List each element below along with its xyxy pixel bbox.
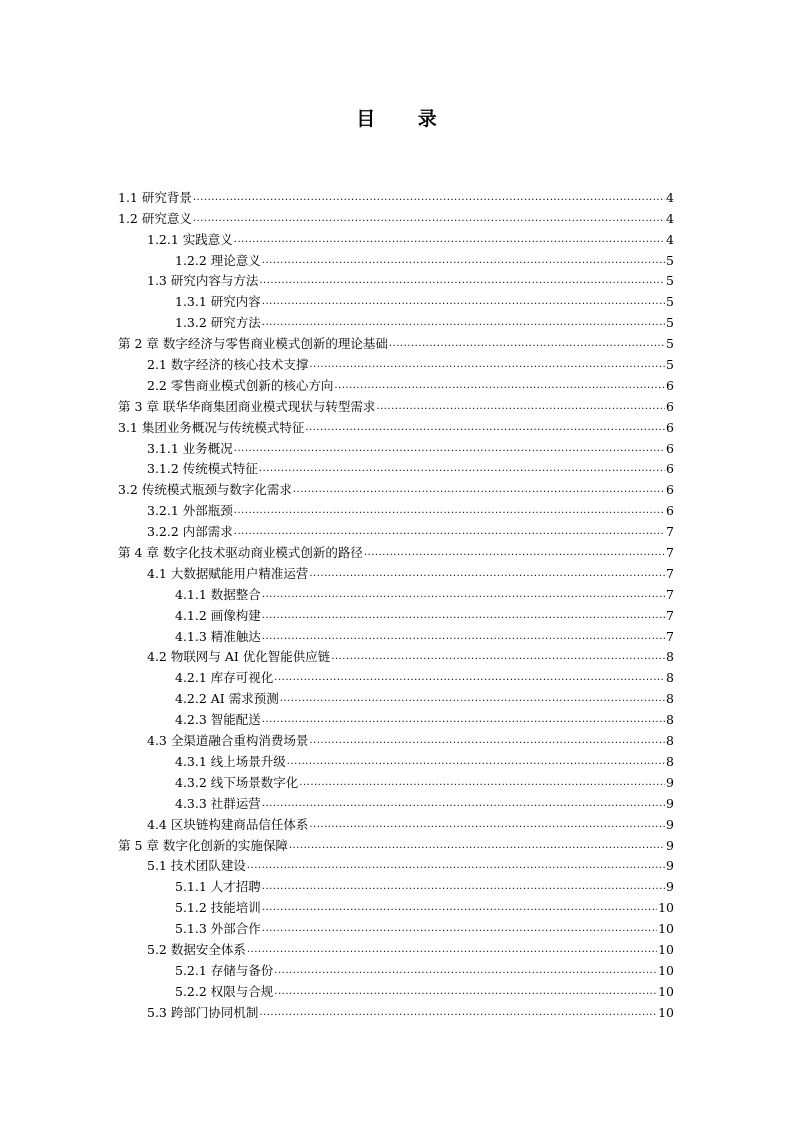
toc-page-number: 10 <box>658 1004 674 1020</box>
toc-leader-dots <box>274 673 665 683</box>
toc-entry[interactable] <box>118 518 674 539</box>
toc-entry-label: 3.2 传统模式瓶颈与数字化需求 <box>118 482 292 498</box>
toc-entry[interactable] <box>118 205 674 226</box>
toc-leader-dots <box>262 903 657 913</box>
toc-entry-label: 1.2.2 理论意义 <box>175 252 261 268</box>
toc-entry-label: 4.2.2 AI 需求预测 <box>175 691 279 707</box>
toc-page-number: 7 <box>666 524 674 540</box>
toc-page-number: 5 <box>666 252 674 268</box>
toc-entry[interactable] <box>118 623 674 644</box>
toc-entry-label: 2.1 数字经济的核心技术支撑 <box>147 357 309 373</box>
toc-leader-dots <box>364 548 665 558</box>
toc-page-number: 10 <box>658 921 674 937</box>
toc-entry[interactable] <box>118 664 674 685</box>
toc-entry[interactable] <box>118 372 674 393</box>
toc-entry-label: 3.1.2 传统模式特征 <box>147 461 258 477</box>
toc-entry-label: 5.2.1 存储与备份 <box>175 962 274 978</box>
toc-leader-dots <box>234 235 665 245</box>
toc-leader-dots <box>376 402 665 412</box>
toc-page-number: 8 <box>666 712 674 728</box>
toc-entry-label: 4.3.3 社群运营 <box>175 795 261 811</box>
toc-entry[interactable] <box>118 351 674 372</box>
toc-page-number: 6 <box>666 440 674 456</box>
toc-leader-dots <box>262 297 665 307</box>
toc-leader-dots <box>259 276 665 286</box>
toc-entry-label: 1.1 研究背景 <box>118 189 192 205</box>
toc-entry[interactable] <box>118 560 674 581</box>
toc-entry[interactable] <box>118 288 674 309</box>
toc-leader-dots <box>287 757 665 767</box>
toc-entry[interactable] <box>118 184 674 205</box>
toc-leader-dots <box>309 820 665 830</box>
toc-entry[interactable] <box>118 476 674 497</box>
toc-entry[interactable] <box>118 769 674 790</box>
toc-entry[interactable] <box>118 936 674 957</box>
toc-entry[interactable] <box>118 832 674 853</box>
toc-entry[interactable] <box>118 957 674 978</box>
toc-entry[interactable] <box>118 811 674 832</box>
toc-leader-dots <box>247 861 665 871</box>
toc-page-number: 9 <box>666 879 674 895</box>
toc-entry-label: 4.2 物联网与 AI 优化智能供应链 <box>147 649 331 665</box>
toc-entry[interactable] <box>118 602 674 623</box>
toc-entry-label: 3.2.2 内部需求 <box>147 524 233 540</box>
toc-page-number: 6 <box>666 503 674 519</box>
toc-entry[interactable] <box>118 226 674 247</box>
toc-entry-label: 1.3.1 研究内容 <box>175 294 261 310</box>
toc-entry-label: 5.1.3 外部合作 <box>175 921 261 937</box>
toc-leader-dots <box>305 423 665 433</box>
toc-leader-dots <box>193 193 665 203</box>
toc-entry-label: 4.2.1 库存可视化 <box>175 670 274 686</box>
toc-entry[interactable] <box>118 268 674 289</box>
toc-entry[interactable] <box>118 581 674 602</box>
toc-entry-label: 3.1 集团业务概况与传统模式特征 <box>118 419 305 435</box>
toc-page-number: 8 <box>666 670 674 686</box>
toc-entry[interactable] <box>118 915 674 936</box>
toc-page-number: 7 <box>666 628 674 644</box>
toc-entry[interactable] <box>118 894 674 915</box>
toc-page-number: 8 <box>666 753 674 769</box>
toc-leader-dots <box>331 652 665 662</box>
toc-entry-label: 1.3.2 研究方法 <box>175 315 261 331</box>
toc-page-number: 10 <box>658 962 674 978</box>
toc-entry-label: 第 5 章 数字化创新的实施保障 <box>118 837 288 853</box>
toc-entry-label: 5.2 数据安全体系 <box>147 941 246 957</box>
toc-entry-label: 4.4 区块链构建商品信任体系 <box>147 816 309 832</box>
toc-page-number: 9 <box>666 795 674 811</box>
toc-page-number: 7 <box>666 565 674 581</box>
toc-entry[interactable] <box>118 309 674 330</box>
toc-page-number: 7 <box>666 545 674 561</box>
toc-entry-label: 第 2 章 数字经济与零售商业模式创新的理论基础 <box>118 336 388 352</box>
toc-entry-label: 5.1 技术团队建设 <box>147 858 246 874</box>
toc-leader-dots <box>289 841 665 851</box>
toc-entry[interactable] <box>118 497 674 518</box>
toc-entry-label: 4.3 全渠道融合重构消费场景 <box>147 733 309 749</box>
toc-leader-dots <box>234 527 665 537</box>
toc-leader-dots <box>274 966 657 976</box>
toc-page-number: 4 <box>666 189 674 205</box>
toc-entry[interactable] <box>118 414 674 435</box>
toc-leader-dots <box>274 987 657 997</box>
toc-entry-label: 第 3 章 联华华商集团商业模式现状与转型需求 <box>118 398 376 414</box>
toc-entry[interactable] <box>118 435 674 456</box>
toc-entry[interactable] <box>118 727 674 748</box>
toc-leader-dots <box>234 506 665 516</box>
page-title: 目 录 <box>356 108 455 130</box>
toc-page-number: 5 <box>666 273 674 289</box>
toc-leader-dots <box>389 339 665 349</box>
toc-entry[interactable] <box>118 748 674 769</box>
toc-leader-dots <box>262 590 665 600</box>
toc-entry[interactable] <box>118 790 674 811</box>
toc-page-number: 8 <box>666 691 674 707</box>
toc-page-number: 5 <box>666 315 674 331</box>
toc-entry-label: 第 4 章 数字化技术驱动商业模式创新的路径 <box>118 545 363 561</box>
toc-leader-dots <box>309 569 665 579</box>
toc-leader-dots <box>262 882 665 892</box>
toc-entry-label: 4.2.3 智能配送 <box>175 712 261 728</box>
toc-entry[interactable] <box>118 873 674 894</box>
toc-leader-dots <box>334 381 665 391</box>
toc-page-number: 10 <box>658 941 674 957</box>
toc-page-number: 10 <box>658 983 674 999</box>
toc-page-number: 9 <box>666 858 674 874</box>
toc-leader-dots <box>234 444 665 454</box>
toc-page-number: 9 <box>666 837 674 853</box>
toc-page-number: 6 <box>666 419 674 435</box>
toc-entry[interactable] <box>118 330 674 351</box>
toc-page-number: 10 <box>658 900 674 916</box>
toc-page-number: 7 <box>666 586 674 602</box>
toc-leader-dots <box>262 715 665 725</box>
toc-entry[interactable] <box>118 644 674 665</box>
toc-entry[interactable] <box>118 393 674 414</box>
toc-leader-dots <box>293 485 665 495</box>
toc-page-number: 8 <box>666 649 674 665</box>
toc-entry-label: 1.2.1 实践意义 <box>147 231 233 247</box>
toc-entry-label: 1.3 研究内容与方法 <box>147 273 259 289</box>
toc-entry[interactable] <box>118 978 674 999</box>
toc-entry-label: 3.1.1 业务概况 <box>147 440 233 456</box>
toc-leader-dots <box>262 318 665 328</box>
toc-leader-dots <box>262 924 657 934</box>
toc-entry-label: 4.1.1 数据整合 <box>175 586 261 602</box>
toc-page-number: 6 <box>666 482 674 498</box>
toc-entry-label: 5.1.1 人才招聘 <box>175 879 261 895</box>
toc-entry[interactable] <box>118 999 674 1020</box>
toc-entry-label: 2.2 零售商业模式创新的核心方向 <box>147 377 334 393</box>
toc-leader-dots <box>262 632 665 642</box>
toc-leader-dots <box>247 945 657 955</box>
toc-entry[interactable] <box>118 539 674 560</box>
toc-entry-label: 5.3 跨部门协同机制 <box>147 1004 259 1020</box>
toc-entry-label: 3.2.1 外部瓶颈 <box>147 503 233 519</box>
toc-entry-label: 4.1.2 画像构建 <box>175 607 261 623</box>
toc-entry-label: 5.2.2 权限与合规 <box>175 983 274 999</box>
toc-leader-dots <box>259 1008 657 1018</box>
toc-entry[interactable] <box>118 706 674 727</box>
toc-leader-dots <box>309 736 665 746</box>
toc-leader-dots <box>193 214 665 224</box>
toc-leader-dots <box>280 694 665 704</box>
toc-page-number: 9 <box>666 774 674 790</box>
toc-entry[interactable] <box>118 247 674 268</box>
toc-leader-dots <box>259 464 665 474</box>
toc-page-number: 5 <box>666 336 674 352</box>
toc-entry[interactable] <box>118 456 674 477</box>
toc-leader-dots <box>299 778 665 788</box>
toc-page-number: 6 <box>666 377 674 393</box>
toc-leader-dots <box>309 360 665 370</box>
toc-entry-label: 4.3.1 线上场景升级 <box>175 753 286 769</box>
toc-page-number: 5 <box>666 294 674 310</box>
toc-entry[interactable] <box>118 853 674 874</box>
table-of-contents <box>118 184 674 1020</box>
toc-entry-label: 1.2 研究意义 <box>118 210 192 226</box>
toc-page-number: 4 <box>666 231 674 247</box>
toc-leader-dots <box>262 256 665 266</box>
toc-page-number: 6 <box>666 398 674 414</box>
toc-entry-label: 4.3.2 线下场景数字化 <box>175 774 299 790</box>
toc-leader-dots <box>262 799 665 809</box>
toc-page-number: 4 <box>666 210 674 226</box>
toc-entry[interactable] <box>118 685 674 706</box>
toc-entry-label: 5.1.2 技能培训 <box>175 900 261 916</box>
toc-leader-dots <box>262 611 665 621</box>
toc-page-number: 7 <box>666 607 674 623</box>
toc-page-number: 5 <box>666 357 674 373</box>
toc-entry-label: 4.1 大数据赋能用户精准运营 <box>147 565 309 581</box>
toc-page-number: 8 <box>666 733 674 749</box>
toc-page-number: 9 <box>666 816 674 832</box>
toc-page-number: 6 <box>666 461 674 477</box>
toc-entry-label: 4.1.3 精准触达 <box>175 628 261 644</box>
